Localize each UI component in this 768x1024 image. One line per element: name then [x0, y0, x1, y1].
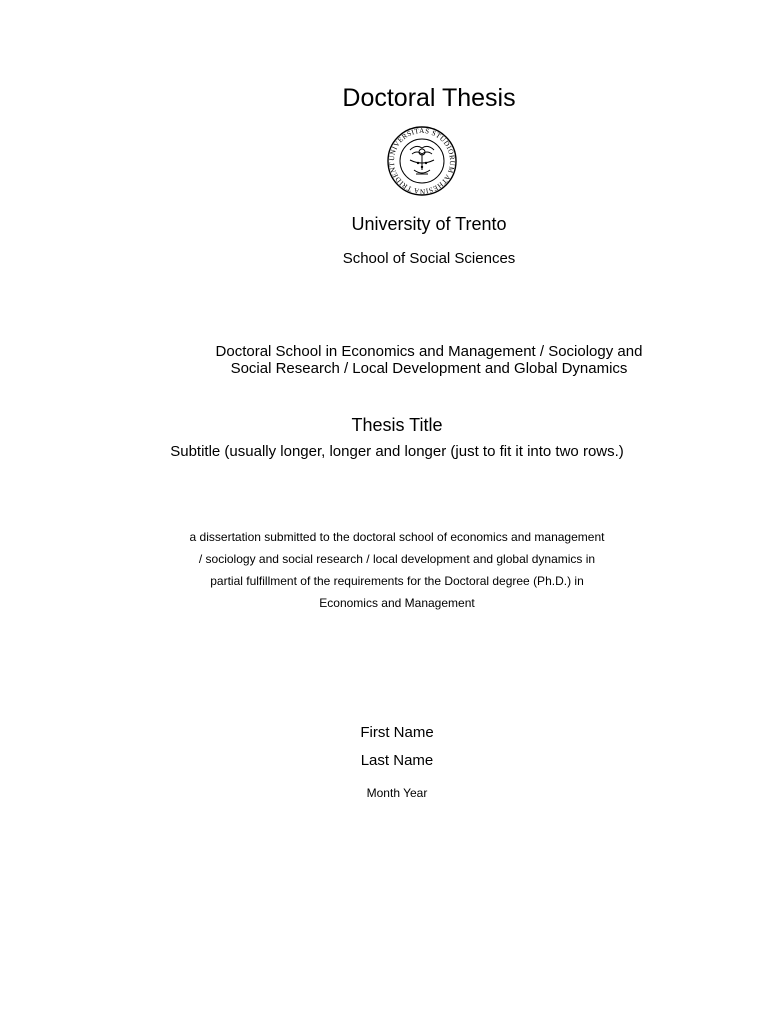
submission-date: Month Year — [366, 786, 428, 800]
university-seal-icon — [374, 126, 470, 196]
university-name: University of Trento — [351, 214, 507, 234]
statement-line: / sociology and social research / local development and global dynamics in — [198, 552, 596, 566]
doctoral-school-block — [45, 343, 768, 377]
document-title: Doctoral Thesis — [342, 84, 516, 112]
statement-line: partial fulfillment of the requirements for the Doctoral degree (Ph.D.) in — [210, 574, 584, 588]
university-seal — [374, 126, 470, 196]
statement-line: a dissertation submitted to the doctoral school of economics and management — [189, 530, 605, 544]
thesis-title: Thesis Title — [351, 415, 443, 435]
school-name: School of Social Sciences — [342, 250, 516, 267]
seal-ring-text: UNIVERSITAS STUDIORUM ATHESINA TRIDENT — [387, 126, 457, 196]
author-last-name: Last Name — [360, 752, 434, 769]
author-first-name: First Name — [360, 724, 434, 741]
doctoral-school-line: Doctoral School in Economics and Management / Sociology and — [215, 343, 643, 360]
doctoral-school-line: Social Research / Local Development and Global Dynamics — [230, 360, 628, 377]
thesis-subtitle: Subtitle (usually longer, longer and longer (just to fit it into two rows.) — [170, 443, 624, 460]
statement-line: Economics and Management — [319, 596, 475, 610]
